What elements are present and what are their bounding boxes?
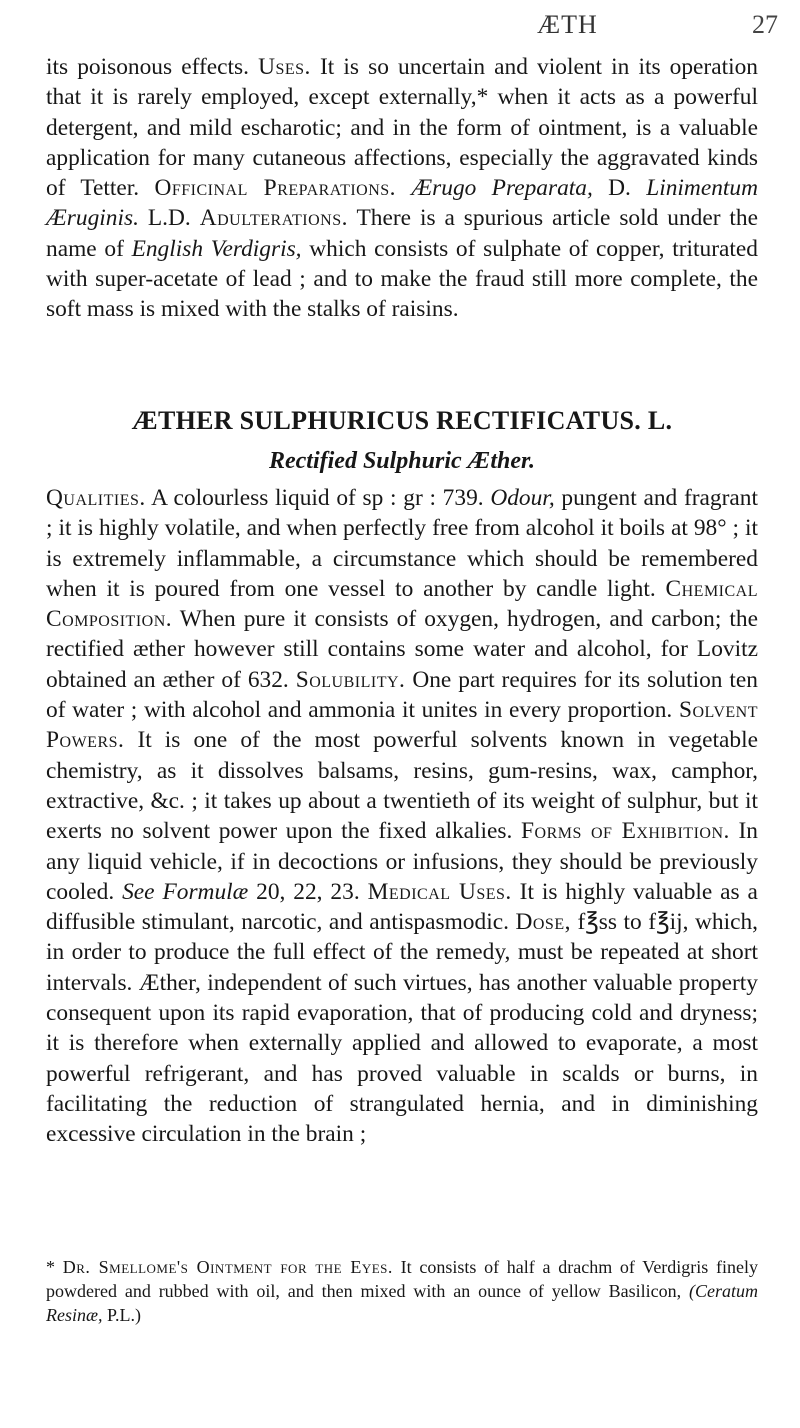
text-segment: One part requires for its solution ten of water ; with alcohol and ammonia it unites in every proportion.	[46, 666, 758, 724]
entry-subtitle: Rectified Sulphuric Æther.	[268, 448, 535, 474]
see-formulae-reference: See Formulæ	[122, 878, 249, 905]
footnote-mark: *	[46, 1257, 55, 1277]
footnote-label: Dr. Smellome's Ointment for the Eyes.	[62, 1257, 393, 1277]
forms-of-exhibition-label: Forms of Exhibition.	[521, 818, 730, 845]
entry-title: ÆTHER SULPHURICUS RECTIFICATUS. L.	[131, 406, 673, 435]
chemical-composition-label: Chemical Composition.	[46, 575, 758, 633]
qualities-label: Qualities.	[46, 485, 146, 511]
text-segment: f℥ss to f℥ij, which, in order to produce the full effect of the remedy, must be repeated at short intervals. Æther, independent of such virtues, has another valuable property consequent upon its rapid evaporation, that of producing cold and dryness; it is therefore when externally applied and allowed to evaporate, a most powerful refrigerant, and has proved valuable in scalds or burns, in facilitating the reduction of strangulated hernia, and in diminishing excessive circulation in the brain ;	[46, 909, 758, 1148]
text-segment: L.D.	[147, 205, 191, 232]
text-segment: A colourless liquid of sp : gr : 739.	[151, 485, 484, 511]
text-segment: 20, 22, 23.	[256, 878, 360, 905]
entry-body-paragraph	[46, 483, 758, 1150]
officinal-preparations-label: Officinal Preparations.	[154, 175, 397, 202]
text-segment: P.L.)	[107, 1305, 142, 1325]
medical-uses-label: Medical Uses.	[367, 878, 512, 905]
text-segment: It is so uncertain and violent in its operation that it is rarely employed, except externally,* when it acts as a powerful detergent, and mild escharotic; and in the form of ointment, is a valuable application for many cutaneous affections, especially the aggravated kinds of Tetter.	[46, 54, 758, 202]
solvent-powers-label: Solvent Powers.	[46, 697, 758, 754]
english-verdigris-term: English Verdigris,	[131, 235, 302, 262]
text-segment: It is highly valuable as a diffusible stimulant, narcotic, and antispasmodic.	[46, 878, 758, 936]
uses-label: Uses.	[258, 54, 311, 80]
text-segment: which consists of sulphate of copper, triturated with super-acetate of lead ; and to make the fraud still more complete, the soft mass is mixed with the stalks of raisins.	[46, 235, 758, 323]
text-segment: When pure it consists of oxygen, hydrogen, and carbon; the rectified æther however still contains some water and alcohol, for Lovitz obtained an æther of 632.	[46, 606, 758, 693]
text-segment: its poisonous effects.	[46, 54, 249, 80]
preparation-name: Ærugo Preparata,	[411, 175, 593, 202]
text-segment: It consists of half a drachm of Verdigris finely powdered and rubbed with oil, and then mixed with an ounce of yellow Basilicon,	[46, 1257, 759, 1301]
text-segment: In any liquid vehicle, if in decoctions or infusions, they should be previously cooled.	[46, 818, 758, 905]
text-segment: D.	[608, 175, 631, 202]
odour-label: Odour,	[490, 485, 555, 511]
adulterations-label: Adulterations.	[199, 205, 348, 232]
text-segment: There is a spurious article sold under the name of	[46, 205, 759, 262]
ceratum-term: (Ceratum Resinæ,	[46, 1281, 758, 1325]
preparation-name: Linimentum Æruginis.	[46, 175, 758, 232]
text-segment: It is one of the most powerful solvents known in vegetable chemistry, as it dissolves balsams, resins, gum-resins, wax, camphor, extractive, &c. ; it takes up about a twentieth of its weight of sulphur, but it exerts no solvent power upon the fixed alkalies.	[46, 727, 758, 845]
page-number: 27	[752, 10, 778, 39]
footnote	[46, 1255, 758, 1327]
text-segment: pungent and fragrant ; it is highly volatile, and when perfectly free from alcohol it boils at 98° ; it is extremely inflammable, a circumstance which should be remembered when it is poured from one vessel to another by candle light.	[46, 485, 758, 602]
aerugo-continued-paragraph	[46, 52, 758, 325]
running-head	[0, 10, 800, 40]
solubility-label: Solubility.	[295, 666, 406, 693]
dose-label: Dose,	[515, 909, 571, 936]
running-head-title: ÆTH	[537, 10, 598, 39]
